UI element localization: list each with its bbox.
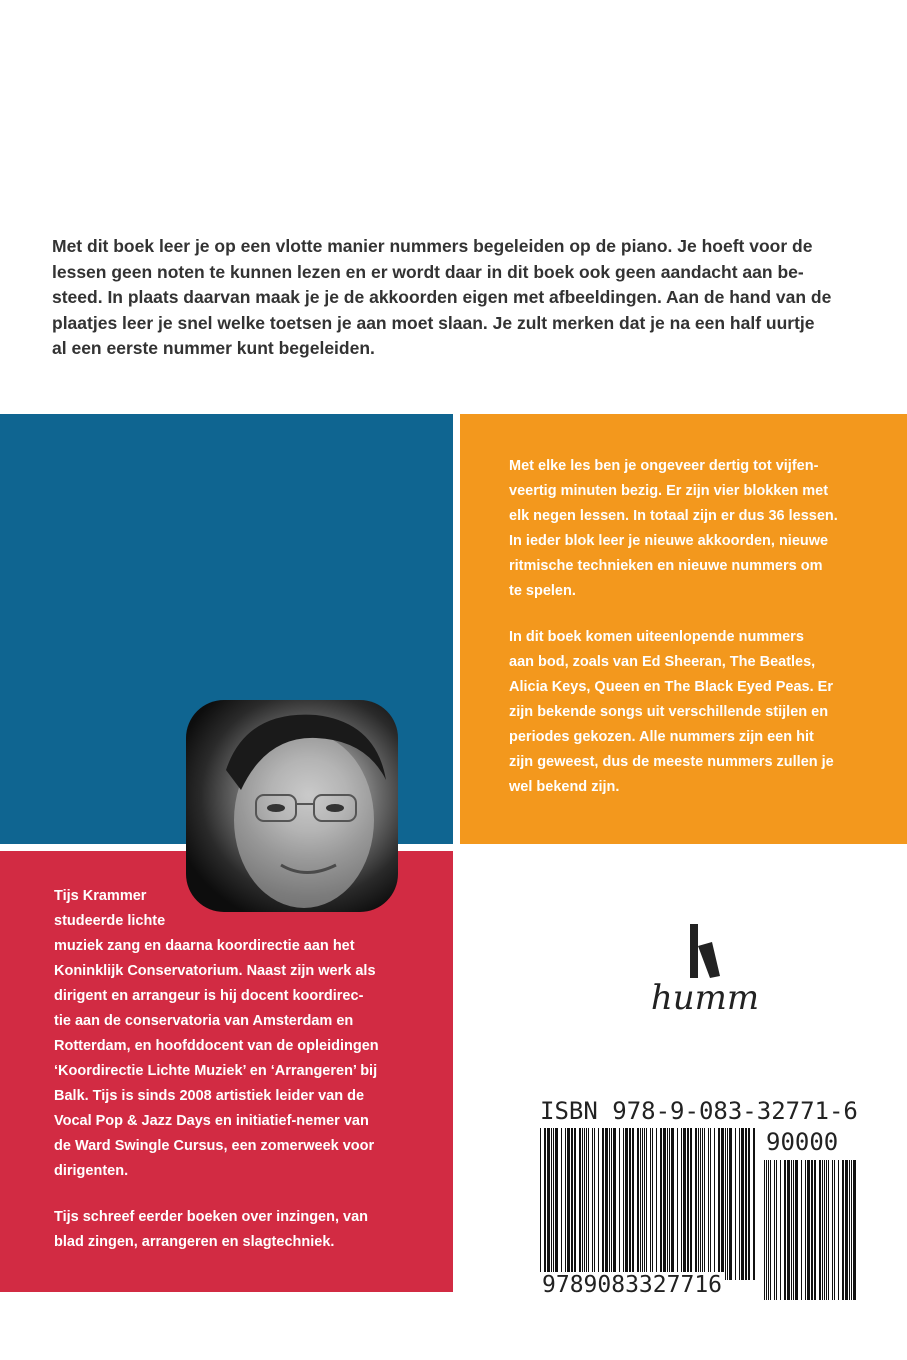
barcode-bar xyxy=(605,1128,608,1280)
barcode-bar xyxy=(690,1128,692,1280)
barcode-bar xyxy=(571,1128,573,1280)
text-line: veertig minuten bezig. Er zijn vier blokken met xyxy=(509,483,829,499)
publisher-name: humm xyxy=(650,978,760,1018)
author-books xyxy=(54,1205,449,1255)
barcode-bar xyxy=(695,1128,697,1280)
barcode-bar xyxy=(629,1128,631,1280)
barcode-bar xyxy=(669,1128,670,1280)
barcode-addon-bar xyxy=(766,1160,767,1300)
barcode-addon-bar xyxy=(791,1160,792,1300)
barcode-bar xyxy=(729,1128,732,1280)
barcode-addon-bar xyxy=(824,1160,825,1300)
barcode-bar xyxy=(708,1128,709,1280)
barcode-bar xyxy=(710,1128,711,1280)
barcode-addon-bar xyxy=(795,1160,798,1300)
red-panel xyxy=(0,851,453,1292)
barcode-addon-bar xyxy=(768,1160,769,1300)
barcode-bar xyxy=(553,1128,554,1280)
barcode-addon-bar xyxy=(784,1160,786,1300)
text-line: Rotterdam, en hoofddocent van de opleidingen xyxy=(54,1038,379,1054)
barcode-bar xyxy=(592,1128,593,1280)
text-line: studeerde lichte xyxy=(54,913,166,929)
intro-line: plaatjes leer je snel welke toetsen je aan moet slaan. Je zult merken dat je na een half uurtje xyxy=(52,312,815,333)
barcode-addon-bar xyxy=(851,1160,852,1300)
barcode-bar xyxy=(555,1128,558,1280)
barcode-bar xyxy=(725,1128,726,1280)
barcode-bar xyxy=(646,1128,647,1280)
barcode-bar xyxy=(650,1128,651,1280)
barcode-bar xyxy=(623,1128,624,1280)
author-bio xyxy=(54,884,449,1184)
text-line: zijn geweest, dus de meeste nummers zullen je xyxy=(509,754,834,770)
barcode-bar xyxy=(741,1128,744,1280)
intro-line: al een eerste nummer kunt begeleiden. xyxy=(52,338,375,359)
barcode-bar xyxy=(677,1128,678,1280)
barcode-bar xyxy=(753,1128,755,1280)
barcode-bar xyxy=(718,1128,720,1280)
barcode-bar xyxy=(727,1128,728,1280)
barcode-bar xyxy=(681,1128,682,1280)
barcode-addon-bar xyxy=(819,1160,821,1300)
barcode-bar xyxy=(582,1128,583,1280)
barcode-bar xyxy=(698,1128,699,1280)
text-line: Tijs schreef eerder boeken over inzingen, van xyxy=(54,1209,369,1225)
text-line: ritmische technieken en nieuwe nummers om xyxy=(509,558,823,574)
text-line: Met elke les ben je ongeveer dertig tot vijfen- xyxy=(509,458,819,474)
isbn-text: ISBN 978-9-083-32771-6 xyxy=(540,1097,858,1125)
barcode-bar xyxy=(567,1128,570,1280)
barcode-bar xyxy=(739,1128,740,1280)
barcode-addon-bar xyxy=(805,1160,806,1300)
barcode-bar xyxy=(644,1128,645,1280)
barcode-addon-bar xyxy=(826,1160,827,1300)
intro-line: steed. In plaats daarvan maak je je de akkoorden eigen met afbeeldingen. Aan de hand van de xyxy=(52,287,832,308)
text-line: In ieder blok leer je nieuwe akkoorden, nieuwe xyxy=(509,533,829,549)
barcode-addon-bar xyxy=(842,1160,844,1300)
barcode-bar xyxy=(594,1128,595,1280)
barcode-digits: 9789083327716 xyxy=(542,1272,723,1298)
barcode-addon-bar xyxy=(776,1160,777,1300)
songs-paragraph xyxy=(509,625,899,800)
text-line: blad zingen, arrangeren en slagtechniek. xyxy=(54,1234,335,1250)
text-line: Tijs Krammer xyxy=(54,888,147,904)
text-line: zijn bekende songs uit verschillende stijlen en xyxy=(509,704,829,720)
barcode-addon-bar xyxy=(849,1160,850,1300)
barcode-bar xyxy=(735,1128,736,1280)
intro-line: Met dit boek leer je op een vlotte manier nummers begeleiden op de piano. Je hoeft voor de xyxy=(52,236,813,256)
barcode-bar xyxy=(667,1128,668,1280)
text-line: Koninklijk Conservatorium. Naast zijn werk als xyxy=(54,963,376,979)
barcode-bar xyxy=(565,1128,566,1280)
text-line: Vocal Pop & Jazz Days en initiatief-nemer van xyxy=(54,1113,369,1129)
barcode-addon-bar xyxy=(807,1160,810,1300)
text-line: wel bekend zijn. xyxy=(509,779,620,795)
barcode-bar xyxy=(663,1128,666,1280)
text-line: elk negen lessen. In totaal zijn er dus 36 lessen. xyxy=(509,508,838,524)
barcode-addon-bar xyxy=(853,1160,856,1300)
barcode-addon-bar xyxy=(787,1160,790,1300)
barcode-bar xyxy=(574,1128,576,1280)
text-line: te spelen. xyxy=(509,583,576,599)
barcode-addon-bar xyxy=(832,1160,833,1300)
barcode-bar xyxy=(611,1128,612,1280)
text-line: Balk. Tijs is sinds 2008 artistiek leider van de xyxy=(54,1088,365,1104)
text-line: dirigent en arrangeur is hij docent koordirec- xyxy=(54,988,364,1004)
barcode-bar xyxy=(652,1128,653,1280)
barcode-addon-bar xyxy=(801,1160,802,1300)
barcode-bar xyxy=(551,1128,552,1280)
intro-text xyxy=(52,234,852,362)
barcode-bar xyxy=(598,1128,599,1280)
publisher-logo xyxy=(640,920,770,1020)
barcode-bar xyxy=(625,1128,628,1280)
text-line: muziek zang en daarna koordirectie aan het xyxy=(54,938,355,954)
text-line: de Ward Swingle Cursus, een zomerweek voor xyxy=(54,1138,375,1154)
barcode-addon-bar xyxy=(780,1160,781,1300)
text-line: aan bod, zoals van Ed Sheeran, The Beatles, xyxy=(509,654,816,670)
text-line: periodes gekozen. Alle nummers zijn een hit xyxy=(509,729,814,745)
barcode-bar xyxy=(683,1128,686,1280)
text-line: In dit boek komen uiteenlopende nummers xyxy=(509,629,804,645)
barcode-addon-bar xyxy=(834,1160,835,1300)
barcode-bar xyxy=(584,1128,585,1280)
barcode-bar xyxy=(687,1128,689,1280)
barcode-bar xyxy=(547,1128,550,1280)
barcode-bar xyxy=(671,1128,674,1280)
text-line: dirigenten. xyxy=(54,1163,129,1179)
barcode-bar xyxy=(637,1128,639,1280)
barcode-addon-digits: 90000 xyxy=(766,1128,839,1156)
barcode-bar xyxy=(561,1128,562,1280)
author-portrait xyxy=(186,700,398,912)
text-line: tie aan de conservatoria van Amsterdam en xyxy=(54,1013,354,1029)
barcode-bar xyxy=(613,1128,616,1280)
barcode-addon-bar xyxy=(793,1160,794,1300)
barcode-bar xyxy=(632,1128,634,1280)
barcode-bar xyxy=(640,1128,641,1280)
barcode-addon-bar xyxy=(770,1160,771,1300)
barcode-addon-bar xyxy=(774,1160,775,1300)
barcode-bar xyxy=(745,1128,747,1280)
barcode-addon-bar xyxy=(838,1160,839,1300)
barcode-bar xyxy=(700,1128,701,1280)
barcode-bar xyxy=(702,1128,703,1280)
barcode-bar xyxy=(660,1128,662,1280)
barcode-bar xyxy=(602,1128,604,1280)
barcode-bar xyxy=(540,1128,541,1280)
barcode-bar xyxy=(609,1128,610,1280)
orange-panel xyxy=(460,414,907,844)
barcode-addon-bar xyxy=(822,1160,823,1300)
barcode-bar xyxy=(714,1128,715,1280)
barcode-addon-bar xyxy=(845,1160,848,1300)
barcode-bar xyxy=(721,1128,724,1280)
barcode-bar xyxy=(656,1128,657,1280)
humm-logo-mark xyxy=(640,920,770,980)
barcode-bar xyxy=(586,1128,587,1280)
text-line: ‘Koordirectie Lichte Muziek’ en ‘Arrangeren’ bij xyxy=(54,1063,378,1079)
barcode-bar xyxy=(748,1128,750,1280)
portrait-illustration xyxy=(186,700,398,912)
barcode-bar xyxy=(588,1128,589,1280)
barcode-bar xyxy=(642,1128,643,1280)
barcode-bar xyxy=(579,1128,581,1280)
barcode-bar xyxy=(544,1128,546,1280)
lessons-paragraph xyxy=(509,454,899,604)
text-line: Alicia Keys, Queen en The Black Eyed Peas. Er xyxy=(509,679,833,695)
barcode-bar xyxy=(619,1128,620,1280)
barcode-bar xyxy=(704,1128,705,1280)
barcode-addon-bar xyxy=(811,1160,813,1300)
barcode-addon-bar xyxy=(828,1160,829,1300)
barcode-addon-bar xyxy=(764,1160,765,1300)
intro-line: lessen geen noten te kunnen lezen en er wordt daar in dit boek ook geen aandacht aan be- xyxy=(52,261,804,282)
barcode-addon-bar xyxy=(814,1160,816,1300)
